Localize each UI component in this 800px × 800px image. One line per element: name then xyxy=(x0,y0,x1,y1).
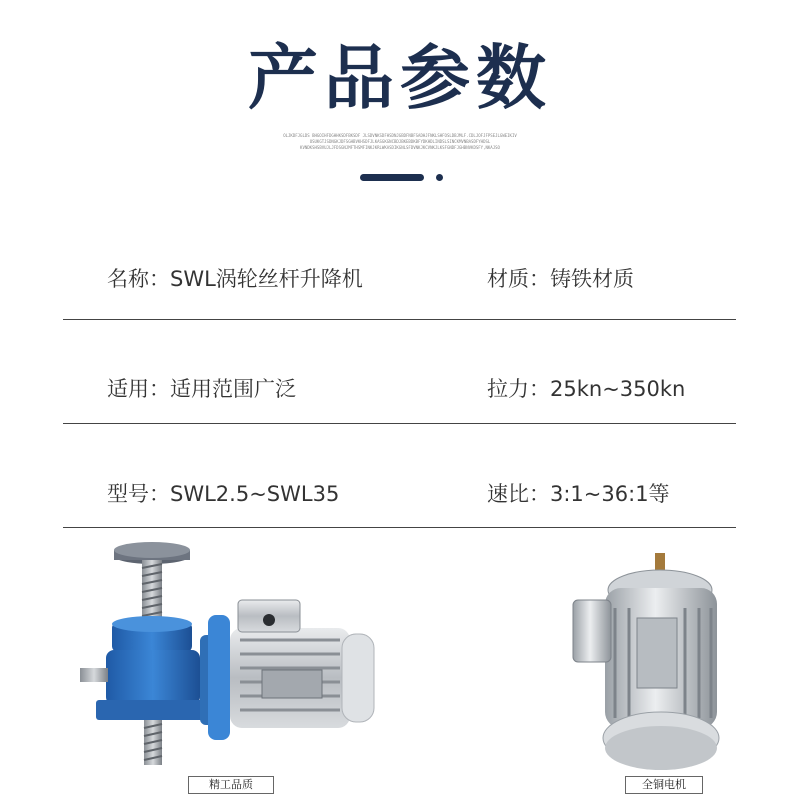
decor-bar xyxy=(360,174,424,181)
spec-application: 适用：适用范围广泛 xyxy=(107,377,296,401)
spec-row xyxy=(0,474,800,514)
screw-jack-photo xyxy=(70,540,390,775)
divider xyxy=(63,319,736,320)
photo-caption: 全铜电机 xyxy=(625,776,703,794)
spec-model: 型号：SWL2.5~SWL35 xyxy=(107,482,340,506)
photo-caption: 精工品质 xyxy=(188,776,274,794)
page-title: 产品参数 xyxy=(248,37,552,119)
spec-tension: 拉力：25kn~350kn xyxy=(487,377,686,401)
page-subtitle xyxy=(200,133,600,151)
motor-photo xyxy=(565,548,725,773)
spec-material: 材质：铸铁材质 xyxy=(487,267,634,291)
subtitle-line: OSUKGTJSDNGKJDFSGHBVKHSDFJLKASGKGNCBDJBKEBDKBFYDKHDLINDSLSINCKMVNBASDFYHDSL xyxy=(309,139,491,144)
subtitle-line: KVNDKSHSBVUJLJFDSGNJMFTHSMFINKJKRLWKASDIKGNLSFDVNKJKCVNKJLKSFGNDFJGHBNVKDSFY,NKAJSO xyxy=(300,145,500,150)
divider xyxy=(63,423,736,424)
spec-ratio: 速比：3:1~36:1等 xyxy=(487,482,670,506)
divider xyxy=(63,527,736,528)
spec-name: 名称：SWL涡轮丝杆升降机 xyxy=(107,267,363,291)
spec-row xyxy=(0,369,800,409)
decor-dot xyxy=(436,174,443,181)
spec-row xyxy=(0,259,800,299)
subtitle-line: OLJKDFJGLDS BHGOIHFDGHHKSDFBKSDF JLSDVNKSDFHSDNJGBDFNBFSADHJFNKLSHFOSLDBJMLF.CDLJOFJFPSEJLGWEIKIV xyxy=(283,133,517,138)
